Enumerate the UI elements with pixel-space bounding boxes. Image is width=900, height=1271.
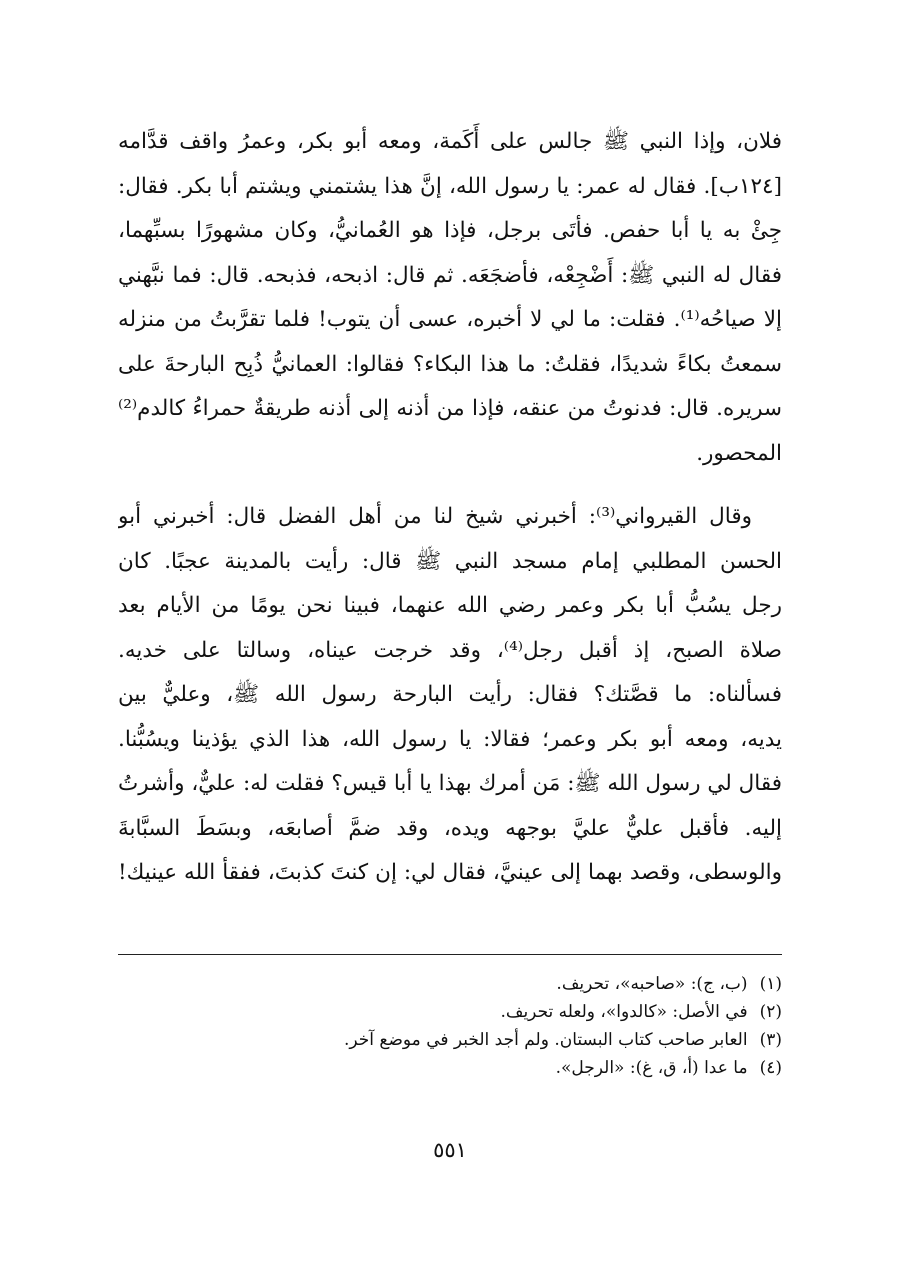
footnote-number: (٢) bbox=[759, 1002, 782, 1022]
footnote bbox=[118, 998, 782, 1026]
footnote bbox=[118, 1026, 782, 1054]
text-line: إليه. فأقبل عليٌّ عليَّ بوجهه ويده، وقد ضمَّ أصابعَه، وبسَطَ السبَّابةَ bbox=[118, 815, 782, 841]
page-number: ٥٥١ bbox=[433, 1138, 467, 1162]
paragraph-gap bbox=[118, 476, 782, 495]
text-line: فلان، وإذا النبي ﷺ جالس على أَكَمة، ومعه أبو بكر، وعمرُ واقف قدَّامه bbox=[118, 129, 782, 154]
footnote-number: (٣) bbox=[759, 1030, 782, 1050]
text-line: سريره. قال: فدنوتُ من عنقه، فإذا من أذنه إلى أذنه طريقةٌ حمراءُ كالدم⁽²⁾ bbox=[118, 396, 782, 421]
footnote-divider bbox=[118, 954, 782, 955]
footnote-text: العابر صاحب كتاب البستان. ولم أجد الخبر في موضع آخر. bbox=[344, 1030, 748, 1050]
footnote-text: (ب، ج): «صاحبه»، تحريف. bbox=[556, 974, 748, 994]
text-line: فقال له النبي ﷺ: أَضْجِعْه، فأضجَعَه. ثم قال: اذبحه، فذبحه. قال: فما نبَّهني bbox=[118, 262, 782, 288]
text-line: يديه، ومعه أبو بكر وعمر؛ فقالا: يا رسول الله، هذا الذي يؤذينا ويسُبُّنا. bbox=[118, 726, 782, 752]
text-line: وقال القيرواني⁽³⁾: أخبرني شيخ لنا من أهل الفضل قال: أخبرني أبو bbox=[118, 504, 752, 529]
footnotes bbox=[118, 970, 782, 1082]
text-line: جِئْ به يا أبا حفص. فأتَى برجل، فإذا هو العُمانيُّ، وكان مشهورًا بسبِّهما، bbox=[118, 218, 782, 243]
paragraph bbox=[118, 495, 782, 896]
text-line: فسألناه: ما قصَّتك؟ فقال: رأيت البارحة رسول الله ﷺ، وعليٌّ بين bbox=[118, 682, 782, 707]
text-line: إلا صياحُه⁽¹⁾. فقلت: ما لي لا أخبره، عسى أن يتوب! فلما تقرَّبتُ من منزله bbox=[118, 307, 782, 332]
footnote-number: (١) bbox=[759, 974, 782, 994]
text-line: سمعتُ بكاءً شديدًا، فقلتُ: ما هذا البكاء؟ فقالوا: العمانيُّ ذُبِح البارحةَ على bbox=[118, 351, 782, 377]
footnote bbox=[118, 1054, 782, 1082]
paragraph bbox=[118, 120, 782, 476]
footnote-text: في الأصل: «كالدوا»، ولعله تحريف. bbox=[500, 1002, 748, 1022]
text-line: المحصور. bbox=[696, 440, 782, 466]
main-text bbox=[118, 120, 782, 896]
text-line: الحسن المطلبي إمام مسجد النبي ﷺ قال: رأيت بالمدينة عجبًا. كان bbox=[118, 548, 782, 574]
footnote-number: (٤) bbox=[759, 1058, 782, 1078]
footnote-text: ما عدا (أ، ق، غ): «الرجل». bbox=[555, 1058, 748, 1078]
text-line: [١٢٤ب]. فقال له عمر: يا رسول الله، إنَّ هذا يشتمني ويشتم أبا بكر. فقال: bbox=[118, 173, 782, 199]
text-line: والوسطى، وقصد بهما إلى عينيَّ، فقال لي: إن كنتَ كذبتَ، ففقأ الله عينيك! bbox=[118, 860, 782, 885]
text-line: صلاة الصبح، إذ أقبل رجل⁽⁴⁾، وقد خرجت عيناه، وسالتا على خديه. bbox=[118, 637, 782, 663]
text-line: فقال لي رسول الله ﷺ: مَن أمرك بهذا يا أبا قيس؟ فقلت له: عليٌّ، وأشرتُ bbox=[118, 771, 782, 796]
footnote bbox=[118, 970, 782, 998]
text-line: رجل يسُبُّ أبا بكر وعمر رضي الله عنهما، فبينا نحن يومًا من الأيام بعد bbox=[118, 593, 782, 618]
